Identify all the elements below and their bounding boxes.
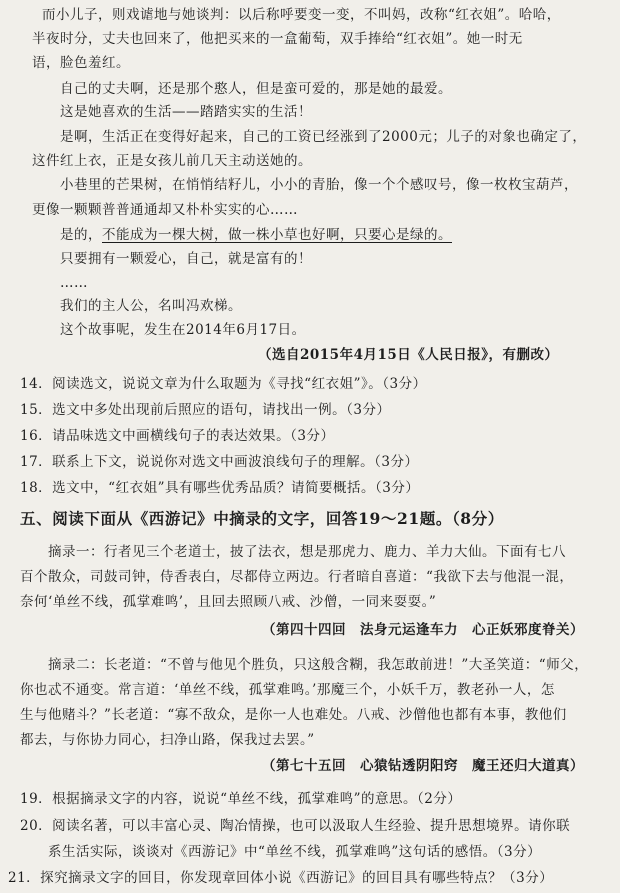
- question-15: 15．选文中多处出现前后照应的语句，请找出一例。（3分）: [20, 402, 391, 418]
- passage-line: 这件红上衣，正是女孩儿前几天主动送她的。: [32, 153, 312, 169]
- passage-line: 而小儿子，则戏谑地与她谈判：以后称呼要变一变，不叫妈，改称“红衣姐”。哈哈，: [28, 7, 561, 23]
- passage-line: ……: [32, 275, 88, 291]
- passage-line: 语，脸色羞红。: [32, 55, 130, 71]
- passage-line-underlined-wrap: [32, 226, 452, 244]
- excerpt1-line: 摘录一：行者见三个老道士，披了法衣，想是那虎力、鹿力、羊力大仙。下面有七八: [20, 544, 566, 560]
- question-21: 21．探究摘录文字的回目，你发现章回体小说《西游记》的回目具有哪些特点？（3分）: [8, 870, 554, 886]
- excerpt2-source: （第七十五回 心猿钻透阴阳窍 魔王还归大道真）: [262, 758, 584, 774]
- passage-line-prefix: 是的，: [32, 227, 102, 243]
- passage-line: 这是她喜欢的生活——踏踏实实的生活！: [32, 104, 312, 120]
- question-14: 14．阅读选文，说说文章为什么取题为《寻找“红衣姐”》。（3分）: [20, 376, 427, 392]
- passage-line: 小巷里的芒果树，在悄悄结籽儿，小小的青胎，像一个个感叹号，像一枚枚宝葫芦，: [32, 177, 578, 193]
- question-20: 20．阅读名著，可以丰富心灵、陶冶情操，也可以汲取人生经验、提升思想境界。请你联: [20, 818, 571, 834]
- section-heading: 五、阅读下面从《西游记》中摘录的文字，回答19～21题。（8分）: [20, 509, 504, 528]
- passage-line: 更像一颗颗普普通通却又朴朴实实的心……: [32, 202, 298, 218]
- underlined-sentence: 不能成为一棵大树，做一株小草也好啊，只要心是绿的。: [102, 227, 452, 243]
- excerpt2-line: 摘录二：长老道：“不曾与他见个胜负，只这般含糊，我怎敢前进！”大圣笑道：“师父，: [20, 657, 589, 673]
- excerpt1-line: 奈何‘单丝不线，孤掌难鸣’，且回去照顾八戒、沙僧，一同来耍耍。”: [20, 594, 437, 610]
- excerpt2-line: 生与他赌斗？”长老道：“寡不敌众，是你一人也难处。八戒、沙僧他也都有本事，教他们: [20, 707, 567, 723]
- question-17: 17．联系上下文，说说你对选文中画波浪线句子的理解。（3分）: [20, 454, 419, 470]
- excerpt2-line: 你也忒不通变。常言道：‘单丝不线，孤掌难鸣。’那魔三个，小妖千万，教老孙一人，怎: [20, 682, 555, 698]
- excerpt1-line: 百个散众，司鼓司钟，侍香表白，尽都侍立两边。行者暗自喜道：“我欲下去与他混一混，: [20, 569, 574, 585]
- passage-line: 自己的丈夫啊，还是那个憨人，但是蛮可爱的，那是她的最爱。: [32, 81, 452, 97]
- question-16: 16．请品味选文中画横线句子的表达效果。（3分）: [20, 428, 335, 444]
- passage-line: 这个故事呢，发生在2014年6月17日。: [32, 322, 306, 338]
- excerpt2-line: 都去，与你协力同心，扫净山路，保我过去罢。”: [20, 732, 315, 748]
- passage-source: （选自2015年4月15日《人民日报》，有删改）: [258, 347, 559, 363]
- passage-line: 是啊，生活正在变得好起来，自己的工资已经涨到了2000元；儿子的对象也确定了，: [32, 129, 587, 145]
- passage-line: 只要拥有一颗爱心，自己，就是富有的！: [32, 251, 312, 267]
- passage-line: 我们的主人公，名叫冯欢梯。: [32, 298, 242, 314]
- question-19: 19．根据摘录文字的内容，说说“单丝不线，孤掌难鸣”的意思。（2分）: [20, 791, 462, 807]
- question-20-cont: 系生活实际，谈谈对《西游记》中“单丝不线，孤掌难鸣”这句话的感悟。（3分）: [20, 844, 542, 860]
- question-18: 18．选文中，“红衣姐”具有哪些优秀品质？请简要概括。（3分）: [20, 480, 420, 496]
- excerpt1-source: （第四十四回 法身元运逢车力 心正妖邪度脊关）: [262, 622, 584, 638]
- passage-line: 半夜时分，丈夫也回来了，他把买来的一盒葡萄，双手捧给“红衣姐”。她一时无: [32, 31, 523, 47]
